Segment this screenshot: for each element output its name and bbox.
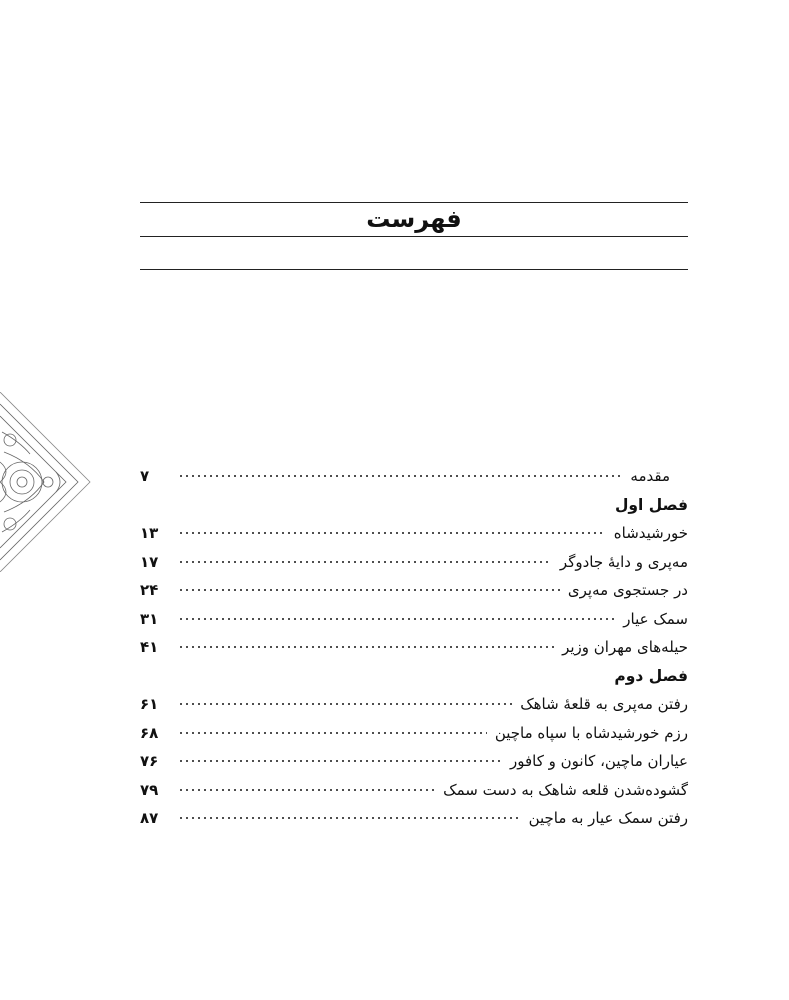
toc-entry[interactable] [140,776,688,805]
toc-entry[interactable] [140,519,688,548]
toc-page-number: ۲۴ [140,581,159,600]
toc-entry[interactable] [140,462,688,491]
toc-page-number: ۴۱ [140,638,159,657]
toc-entry[interactable] [140,605,688,634]
toc-leader-dots [178,585,560,595]
toc-page-number: ۸۷ [140,809,159,828]
toc-entry-title: عیاران ماچین، کانون و کافور [510,752,688,771]
section-heading-label: فصل اول [614,495,688,514]
title-rule-bottom [140,269,688,270]
toc-page-number: ۱۷ [140,552,159,571]
toc-page-number: ۶۱ [140,695,159,714]
toc-entry[interactable] [140,690,688,719]
toc-leader-dots [178,471,622,481]
toc-entry[interactable] [140,719,688,748]
toc-entry[interactable] [140,747,688,776]
toc-page-number: ۶۸ [140,723,159,742]
toc-section-heading [140,662,688,691]
toc-leader-dots [178,728,487,738]
toc-entry-title: گشوده‌شدن قلعه شاهک به دست سمک [443,780,688,799]
toc-entry[interactable] [140,804,688,833]
table-of-contents [140,462,688,833]
toc-leader-dots [178,785,435,795]
toc-page-number: ۷۹ [140,780,159,799]
toc-entry-title: حیله‌های مهران وزیر [562,638,688,657]
toc-entry-title: مه‌پری و دایهٔ جادوگر [559,552,688,571]
section-heading-label: فصل دوم [614,666,688,685]
toc-leader-dots [178,614,615,624]
toc-leader-dots [178,699,512,709]
toc-entry-title: خورشیدشاه [613,524,688,543]
toc-page-number: ۷ [140,467,150,486]
toc-entry[interactable] [140,633,688,662]
toc-entry-title: مقدمه [630,467,670,486]
toc-section-heading [140,491,688,520]
ornament-motif [0,392,95,572]
toc-entry-title: در جستجوی مه‌پری [567,581,688,600]
toc-leader-dots [178,528,606,538]
toc-leader-dots [178,756,502,766]
toc-leader-dots [178,557,552,567]
toc-entry-title: سمک عیار [623,609,688,628]
toc-entry[interactable] [140,548,688,577]
toc-leader-dots [178,813,521,823]
toc-leader-dots [178,642,554,652]
toc-page-number: ۳۱ [140,609,159,628]
toc-page-number: ۷۶ [140,752,159,771]
title-rule-middle [140,236,688,237]
toc-entry-title: رفتن مه‌پری به قلعهٔ شاهک [520,695,688,714]
toc-entry-title: رزم خورشیدشاه با سپاه ماچین [494,723,688,742]
toc-page-number: ۱۳ [140,524,159,543]
toc-entry[interactable] [140,576,688,605]
toc-entry-title: رفتن سمک عیار به ماچین [528,809,688,828]
page-title: فهرست [366,205,462,233]
